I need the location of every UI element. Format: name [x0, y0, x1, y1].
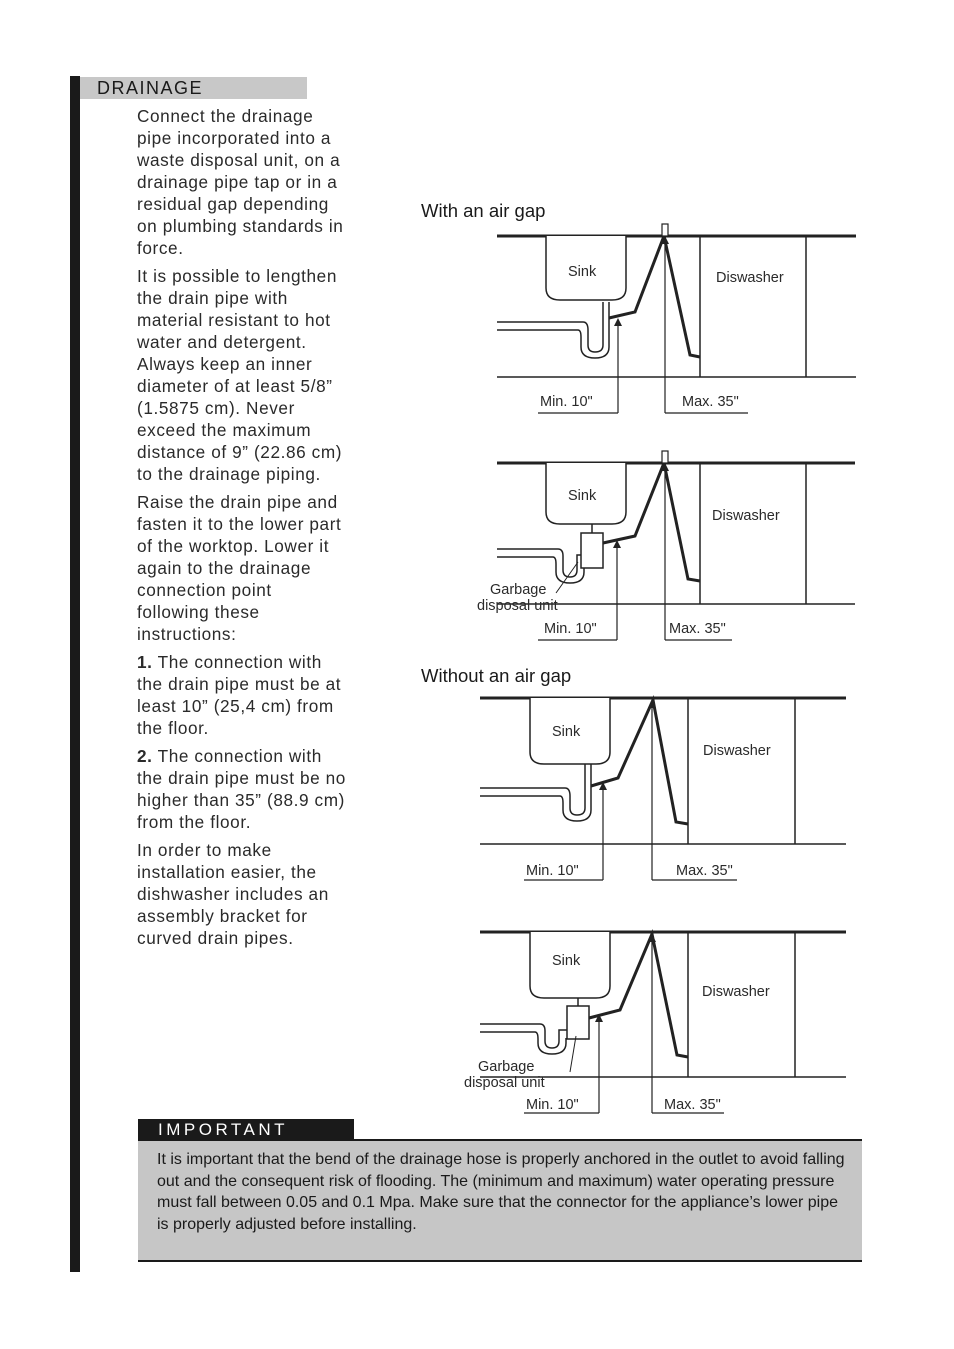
important-title: IMPORTANT — [158, 1120, 289, 1139]
label-sink: Sink — [552, 953, 581, 969]
label-sink: Sink — [568, 488, 597, 504]
paragraph-lengthen: It is possible to lengthen the drain pipe with material resistant to hot water and detergent. Always keep an inner diameter of at least 5/8” (1.5875 cm). Never exceed the maximum distance of 9” (22.86 cm) to the drainage piping. — [137, 266, 343, 484]
label-min: Min. 10" — [526, 1097, 579, 1113]
item-2-number: 2. — [137, 746, 153, 766]
label-max: Max. 35" — [664, 1097, 721, 1113]
label-dishwasher: Diswasher — [702, 984, 770, 1000]
label-max: Max. 35" — [676, 863, 733, 879]
important-tab — [138, 1119, 354, 1140]
label-max: Max. 35" — [682, 394, 739, 410]
label-min: Min. 10" — [540, 394, 593, 410]
item-1-text: The connection with the drain pipe must be at least 10” (25,4 cm) from the floor. — [137, 652, 342, 738]
paragraph-raise: Raise the drain pipe and fasten it to the lower part of the worktop. Lower it again to the drainage connection point following these instructions: — [137, 492, 342, 644]
label-dishwasher: Diswasher — [712, 508, 780, 524]
diagram-air-gap-sink — [497, 224, 856, 413]
label-sink: Sink — [568, 264, 597, 280]
important-box — [138, 1139, 862, 1262]
label-garbage: Garbage — [478, 1059, 535, 1075]
label-disposal-unit: disposal unit — [477, 598, 558, 614]
paragraph-connect: Connect the drainage pipe incorporated into a waste disposal unit, on a drainage pipe tap or in a residual gap depending on plumbing standards in force. — [137, 106, 344, 258]
item-1-number: 1. — [137, 652, 153, 672]
label-min: Min. 10" — [526, 863, 579, 879]
section-title: DRAINAGE — [97, 78, 204, 98]
important-text: It is important that the bend of the drainage hose is properly anchored in the outlet to avoid falling out and the consequent risk of flooding. The (minimum and maximum) water operating pressure must fall between 0.05 and 0.1 Mpa. Make sure that the connector for the appliance’s lower pipe is properly adjusted before installing. — [157, 1151, 845, 1234]
label-dishwasher: Diswasher — [703, 743, 771, 759]
label-disposal-unit: disposal unit — [464, 1075, 545, 1091]
paragraph-bracket: In order to make installation easier, the dishwasher includes an assembly bracket for curved drain pipes. — [137, 840, 329, 948]
caption-with-air-gap: With an air gap — [421, 200, 546, 221]
label-sink: Sink — [552, 724, 581, 740]
label-min: Min. 10" — [544, 621, 597, 637]
label-max: Max. 35" — [669, 621, 726, 637]
caption-without-air-gap: Without an air gap — [421, 665, 572, 686]
diagram-no-air-gap-sink — [480, 698, 846, 880]
label-dishwasher: Diswasher — [716, 270, 784, 286]
item-2-text: The connection with the drain pipe must be no higher than 35” (88.9 cm) from the floor. — [137, 746, 346, 832]
label-garbage: Garbage — [490, 582, 547, 598]
